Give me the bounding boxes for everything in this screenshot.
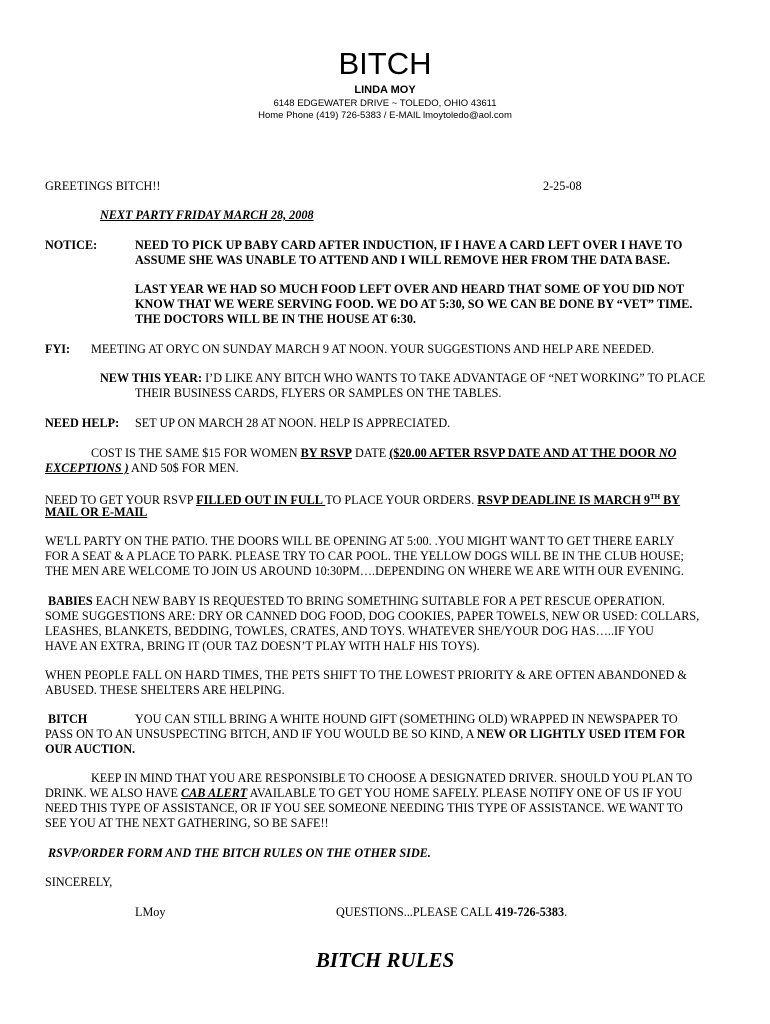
fyi-text: MEETING AT ORYC ON SUNDAY MARCH 9 AT NOON. YOUR SUGGESTIONS AND HELP ARE NEEDED.	[91, 342, 655, 356]
new-this-year-text: I’D LIKE ANY BITCH WHO WANTS TO TAKE ADVANTAGE OF “NET WORKING” TO PLACE	[202, 371, 706, 385]
cost-text: COST IS THE SAME $15 FOR WOMEN	[91, 446, 301, 460]
babies-text: EACH NEW BABY IS REQUESTED TO BRING SOMETHING SUITABLE FOR A PET RESCUE OPERATION.	[92, 594, 665, 608]
babies-text: HAVE AN EXTRA, BRING IT (OUR TAZ DOESN’T PLAY WITH HALF HIS TOYS).	[45, 639, 480, 653]
patio-text: FOR A SEAT & A PLACE TO PARK. PLEASE TRY TO CAR POOL. THE YELLOW DOGS WILL BE IN THE CLUB HOUSE;	[45, 549, 684, 563]
need-help-label: NEED HELP:	[45, 416, 120, 430]
cost-line	[45, 461, 239, 476]
cost-no-exceptions: NO	[655, 446, 677, 460]
cost-by-rsvp: BY RSVP	[300, 446, 352, 460]
notice-label: NOTICE:	[45, 238, 98, 252]
notice-text: NEED TO PICK UP BABY CARD AFTER INDUCTION, IF I HAVE A CARD LEFT OVER I HAVE TO	[135, 238, 683, 252]
bitch-gift-text: YOU CAN STILL BRING A WHITE HOUND GIFT (SOMETHING OLD) WRAPPED IN NEWSPAPER TO	[135, 712, 678, 726]
bitch-gift-line	[45, 727, 685, 742]
rsvp-deadline: RSVP DEADLINE IS MARCH 9TH BY	[477, 493, 681, 508]
cost-line	[91, 446, 676, 461]
signature: LMoy	[135, 905, 166, 919]
greeting: GREETINGS BITCH!!	[45, 179, 161, 193]
letterhead-name: LINDA MOY	[354, 84, 416, 96]
new-this-year	[100, 371, 705, 386]
closing: SINCERELY,	[45, 875, 113, 889]
rsvp-deadline: MAIL OR E-MAIL	[45, 505, 148, 519]
need-help-text: SET UP ON MARCH 28 AT NOON. HELP IS APPRECIATED.	[135, 416, 451, 430]
cost-men: AND 50$ FOR MEN.	[128, 461, 239, 475]
patio-text: WE'LL PARTY ON THE PATIO. THE DOORS WILL BE OPENING AT 5:00. .YOU MIGHT WANT TO GET THERE EARLY	[45, 534, 675, 548]
driver-line	[45, 786, 682, 801]
driver-text: SEE YOU AT THE NEXT GATHERING, SO BE SAFE!!	[45, 816, 329, 830]
auction-item-note: OUR AUCTION.	[45, 742, 136, 756]
babies-line	[48, 594, 665, 609]
driver-text: NEED THIS TYPE OF ASSISTANCE, OR IF YOU SEE SOMEONE NEEDING THIS TYPE OF ASSISTANCE. WE WANT TO	[45, 801, 683, 815]
fyi-label: FYI:	[45, 342, 71, 356]
rules-heading: BITCH RULES	[315, 948, 455, 972]
letterhead-address: 6148 EDGEWATER DRIVE ~ TOLEDO, OHIO 43611	[273, 98, 497, 109]
letter-date: 2-25-08	[543, 179, 582, 193]
cab-alert: CAB ALERT	[180, 786, 248, 800]
babies-text: LEASHES, BLANKETS, BEDDING, TOWLES, CRATES, AND TOYS. WHATEVER SHE/YOUR DOG HAS…..IF YOU	[45, 624, 654, 638]
questions-text: QUESTIONS...PLEASE CALL	[336, 905, 496, 919]
rsvp-text: NEED TO GET YOUR RSVP	[45, 493, 197, 508]
driver-text: AVAILABLE TO GET YOU HOME SAFELY. PLEASE NOTIFY ONE OF US IF YOU	[247, 786, 683, 800]
notice-text: LAST YEAR WE HAD SO MUCH FOOD LEFT OVER AND HEARD THAT SOME OF YOU DID NOT	[135, 282, 685, 296]
rsvp-form-note: RSVP/ORDER FORM AND THE BITCH RULES ON THE OTHER SIDE.	[48, 846, 431, 860]
letterhead-title: BITCH	[338, 46, 432, 81]
next-party-heading: NEXT PARTY FRIDAY MARCH 28, 2008	[100, 208, 314, 222]
notice-text: THE DOCTORS WILL BE IN THE HOUSE AT 6:30.	[135, 312, 416, 326]
shelters-text: ABUSED. THESE SHELTERS ARE HELPING.	[45, 683, 285, 697]
auction-item-note: NEW OR LIGHTLY USED ITEM FOR	[476, 727, 686, 741]
cost-text: DATE	[351, 446, 390, 460]
bitch-gift-label: BITCH	[48, 712, 88, 726]
bitch-gift-text: PASS ON TO AN UNSUSPECTING BITCH, AND IF YOU WOULD BE SO KIND, A	[45, 727, 477, 741]
notice-text: ASSUME SHE WAS UNABLE TO ATTEND AND I WILL REMOVE HER FROM THE DATA BASE.	[135, 253, 670, 267]
patio-text: THE MEN ARE WELCOME TO JOIN US AROUND 10:30PM….DEPENDING ON WHERE WE ARE WITH OUR EVENING.	[45, 564, 684, 578]
cost-late-fee: ($20.00 AFTER RSVP DATE AND AT THE DOOR	[389, 446, 656, 460]
driver-text: DRINK. WE ALSO HAVE	[45, 786, 181, 800]
driver-text: KEEP IN MIND THAT YOU ARE RESPONSIBLE TO CHOOSE A DESIGNATED DRIVER. SHOULD YOU PLAN TO	[91, 771, 693, 785]
letterhead-contact: Home Phone (419) 726-5383 / E-MAIL lmoytoledo@aol.com	[258, 110, 512, 121]
notice-text: KNOW THAT WE WERE SERVING FOOD. WE DO AT 5:30, SO WE CAN BE DONE BY “VET” TIME.	[135, 297, 693, 311]
cost-no-exceptions: EXCEPTIONS )	[45, 461, 129, 475]
questions-text: .	[564, 905, 568, 919]
new-this-year-text: THEIR BUSINESS CARDS, FLYERS OR SAMPLES ON THE TABLES.	[135, 386, 502, 400]
babies-text: SOME SUGGESTIONS ARE: DRY OR CANNED DOG FOOD, DOG COOKIES, PAPER TOWELS, NEW OR USED: COLLARS,	[45, 609, 700, 623]
babies-label: BABIES	[48, 594, 93, 608]
shelters-text: WHEN PEOPLE FALL ON HARD TIMES, THE PETS SHIFT TO THE LOWEST PRIORITY & ARE OFTEN ABANDONED &	[45, 668, 687, 682]
new-this-year-label: NEW THIS YEAR:	[100, 371, 203, 385]
questions-phone: 419-726-5383	[495, 905, 565, 919]
rsvp-filled-out: FILLED OUT IN FULL	[196, 493, 326, 508]
questions-line	[336, 905, 567, 920]
rsvp-text: TO PLACE YOUR ORDERS.	[325, 493, 478, 508]
